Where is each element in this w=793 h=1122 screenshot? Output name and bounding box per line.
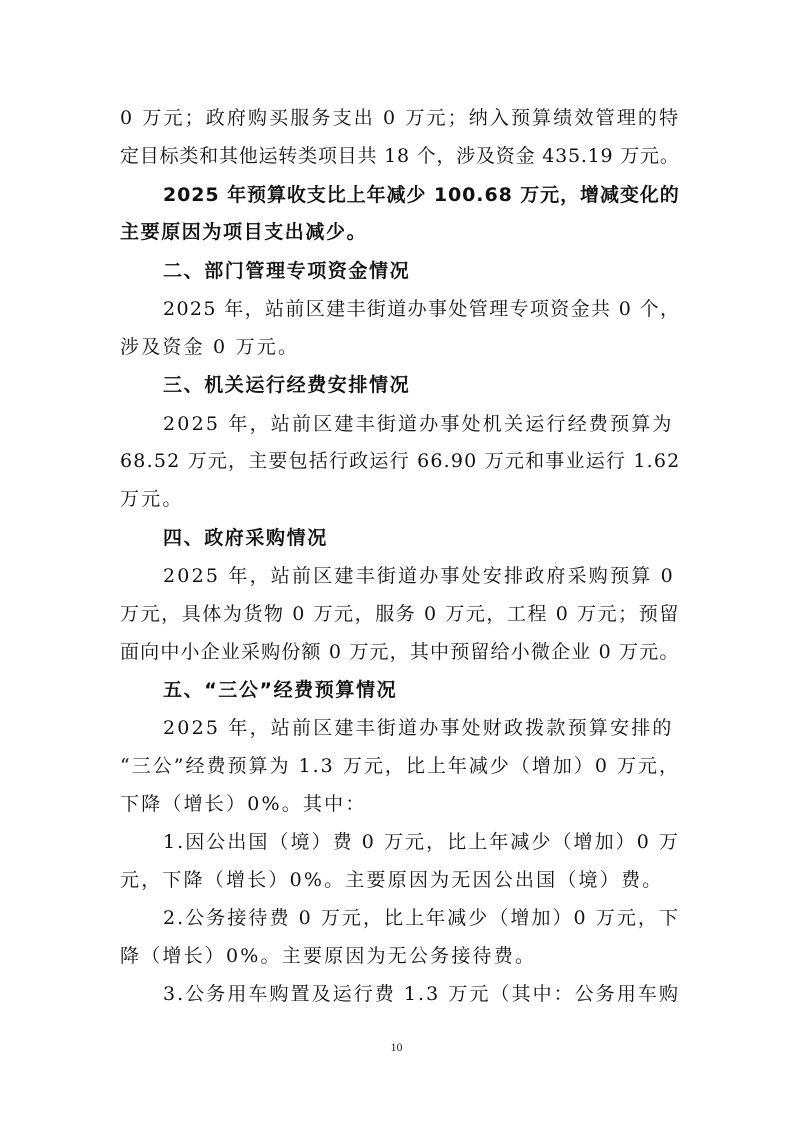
paragraph-line: 2025 年，站前区建丰街道办事处财政拨款预算安排的 — [163, 717, 674, 739]
paragraph-line: 1.因公出国（境）费 0 万元，比上年减少（增加）0 万 — [163, 831, 681, 853]
summary-line: 主要原因为项目支出减少。 — [120, 221, 368, 243]
paragraph-line: 0 万元；政府购买服务支出 0 万元；纳入预算绩效管理的特 — [120, 107, 681, 129]
paragraph-line: 万元，具体为货物 0 万元，服务 0 万元，工程 0 万元；预留 — [120, 603, 680, 625]
paragraph-line: 面向中小企业采购份额 0 万元，其中预留给小微企业 0 万元。 — [120, 641, 680, 663]
paragraph-line: 定目标类和其他运转类项目共 18 个，涉及资金 435.19 万元。 — [120, 145, 680, 167]
paragraph-line: “三公”经费预算为 1.3 万元，比上年减少（增加）0 万元， — [120, 755, 681, 777]
section-heading: 五、“三公”经费预算情况 — [163, 679, 398, 701]
paragraph-line: 2025 年，站前区建丰街道办事处机关运行经费预算为 — [163, 413, 674, 435]
paragraph-line: 涉及资金 0 万元。 — [120, 336, 300, 358]
paragraph-line: 68.52 万元，主要包括行政运行 66.90 万元和事业运行 1.62 — [120, 450, 681, 472]
summary-line: 2025 年预算收支比上年减少 100.68 万元，增减变化的 — [163, 184, 680, 206]
paragraph-line: 下降（增长）0%。其中： — [120, 793, 367, 815]
paragraph-line: 万元。 — [120, 488, 184, 510]
paragraph-line: 2025 年，站前区建丰街道办事处管理专项资金共 0 个， — [163, 298, 681, 320]
paragraph-line: 降（增长）0%。主要原因为无公务接待费。 — [120, 945, 537, 967]
section-heading: 二、部门管理专项资金情况 — [163, 260, 411, 282]
paragraph-line: 2025 年，站前区建丰街道办事处安排政府采购预算 0 — [163, 565, 675, 587]
page-number: 10 — [390, 1040, 403, 1054]
paragraph-line: 元，下降（增长）0%。主要原因为无因公出国（境）费。 — [120, 869, 664, 891]
paragraph-line: 3.公务用车购置及运行费 1.3 万元（其中：公务用车购 — [163, 983, 681, 1005]
paragraph-line: 2.公务接待费 0 万元，比上年减少（增加）0 万元，下 — [163, 907, 681, 929]
section-heading: 三、机关运行经费安排情况 — [163, 374, 411, 396]
section-heading: 四、政府采购情况 — [163, 527, 328, 549]
